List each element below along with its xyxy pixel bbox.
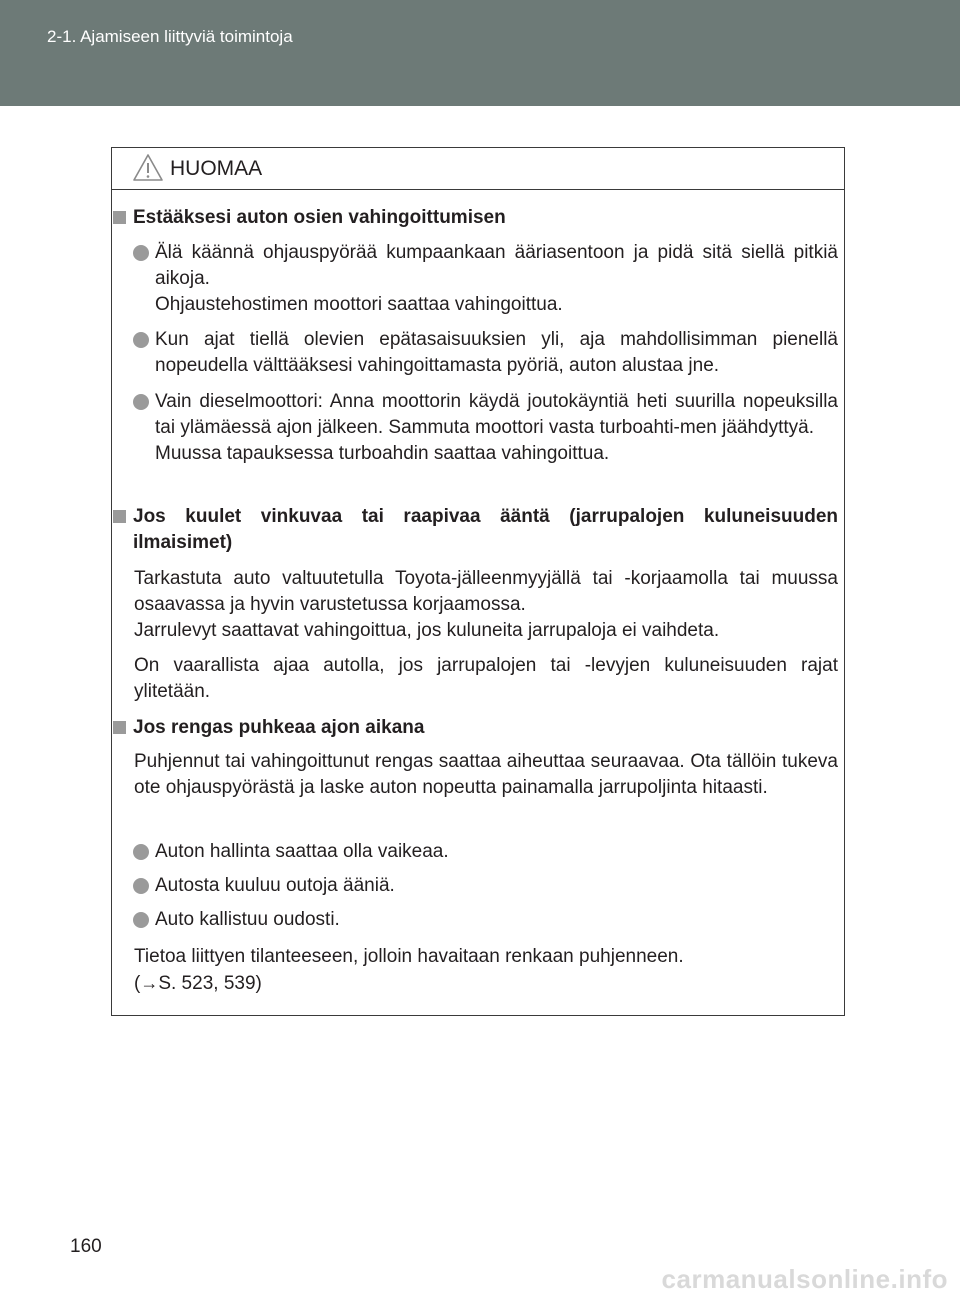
notice-title: HUOMAA [170,157,263,180]
round-bullet-icon [133,912,149,928]
section-title: 2-1. Ajamiseen liittyviä toimintoja [47,27,293,46]
round-bullet-icon [133,394,149,410]
square-bullet-icon [113,211,126,224]
square-bullet-icon [113,721,126,734]
bullet-handling: Auton hallinta saattaa olla vaikeaa. [155,839,838,865]
notice-header [112,148,844,190]
paragraph-danger: On vaarallista ajaa autolla, jos jarrupalojen tai -levyjen kuluneisuuden rajat ylitetään. [134,655,838,702]
round-bullet-icon [133,844,149,860]
page-header-band [0,0,960,106]
section-heading-tire-puncture: Jos rengas puhkeaa ajon aikana [133,715,838,741]
round-bullet-icon [133,332,149,348]
bullet-note: Ohjaustehostimen moottori saattaa vahingoittua. [155,294,563,315]
paragraph-puncture: Puhjennut tai vahingoittunut rengas saattaa aiheuttaa seuraavaa. Ota tällöin tukeva ote ohjauspyörästä ja laske auton nopeutta painamalla jarrupoljinta hitaasti. [134,751,838,798]
bullet-tilt: Auto kallistuu oudosti. [155,907,838,933]
page-reference[interactable]: (→S. 523, 539) [134,973,262,994]
arrow-right-icon: → [140,973,159,993]
bullet-noises: Autosta kuuluu outoja ääniä. [155,873,838,899]
warning-triangle-icon [132,153,164,182]
section-heading-brake-pads: Jos kuulet vinkuvaa tai raapivaa ääntä (jarrupalojen kuluneisuuden ilmaisimet) [133,504,838,556]
paragraph-info: Tietoa liittyen tilanteeseen, jolloin havaitaan renkaan puhjenneen. (→S. 523, 539) [134,944,838,997]
paragraph-inspection: Tarkastuta auto valtuutetulla Toyota-jälleenmyyjällä tai -korjaamolla tai muussa osaavassa ja hyvin varustetussa korjaamossa. Jarrulevyt saattavat vahingoittua, jos kuluneita jarrupaloja ei vaihdeta. [134,566,838,644]
round-bullet-icon [133,245,149,261]
bullet-note: Muussa tapauksessa turboahdin saattaa vahingoittua. [155,443,610,464]
round-bullet-icon [133,878,149,894]
paragraph-note: Jarrulevyt saattavat vahingoittua, jos kuluneita jarrupaloja ei vaihdeta. [134,620,720,641]
page-number: 160 [70,1236,102,1257]
square-bullet-icon [113,510,126,523]
bullet-road-bumps: Kun ajat tiellä olevien epätasaisuuksien yli, aja mahdollisimman pienellä nopeudella välttääksesi vahingoittamasta pyöriä, auton alustaa jne. [155,327,838,379]
bullet-diesel: Vain dieselmoottori: Anna moottorin käydä joutokäyntiä heti suurilla nopeuksilla tai ylämäessä ajon jälkeen. Sammuta moottori vasta turboahti-men jäähdyttyä. Muussa tapauksessa turboahdin saattaa vahingoittua. [155,389,838,467]
watermark: carmanualsonline.info [661,1264,948,1294]
section-heading-parts-damage: Estääksesi auton osien vahingoittumisen [133,205,838,231]
bullet-steering: Älä käännä ohjauspyörää kumpaankaan ääriasentoon ja pidä sitä siellä pitkiä aikoja. Ohjaustehostimen moottori saattaa vahingoittua. [155,240,838,318]
